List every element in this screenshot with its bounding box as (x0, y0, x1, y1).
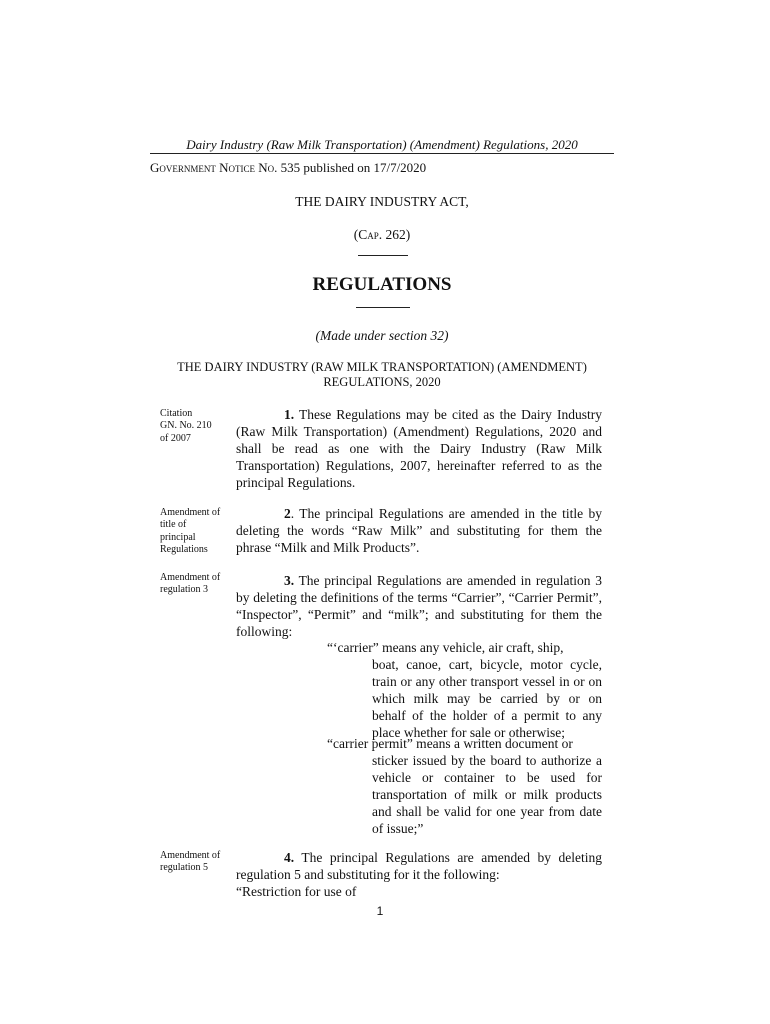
margin-note-line: regulation 5 (160, 862, 209, 874)
margin-note-line: principal (160, 531, 196, 543)
margin-note-line: Amendment of (160, 507, 221, 518)
regulations-title-line: REGULATIONS, 2020 (323, 375, 441, 389)
section-1 (236, 406, 602, 491)
section-text: These Regulations may be cited as the Dairy Industry (Raw Milk Transportation) (Amendment) Regulations, 2020 and shall be read as one with the Dairy Industry (Raw Milk Transportation) Regulations, 2007, hereinafter referred to as the principal Regulations. (236, 407, 602, 490)
margin-note-line: regulation 3 (160, 584, 209, 596)
margin-note-line: title of (160, 519, 187, 531)
margin-note-line: Amendment of (160, 572, 221, 583)
section-4 (236, 849, 602, 900)
section-number: 4. (284, 850, 295, 865)
definition-carrier (327, 639, 602, 741)
regulations-title (150, 360, 614, 390)
margin-note-line: GN. No. 210 (160, 420, 212, 432)
divider-rule (356, 307, 410, 308)
government-notice (150, 160, 426, 176)
definition-body: boat, canoe, cart, bicycle, motor cycle, train or any other transport vessel in or on which milk may be carried by or on behalf of the holder of a permit to any place whether for sale or otherwise; (372, 657, 602, 740)
margin-note-line: Regulations (160, 544, 208, 556)
section-3 (236, 572, 602, 640)
margin-note-title-amendment (160, 507, 230, 557)
chapter-number: 262) (382, 227, 411, 242)
margin-note-citation (160, 408, 230, 445)
chapter-prefix: (Cap. (353, 227, 383, 242)
margin-note-regulation-5 (160, 850, 230, 875)
definition-first-line: “‘carrier” means any vehicle, air craft, ship, (327, 640, 564, 655)
made-under-note: (Made under section 32) (315, 328, 449, 343)
page-number: 1 (376, 904, 384, 918)
definition-first-line: “carrier permit” means a written document or (327, 736, 573, 751)
definition-carrier-permit (327, 735, 602, 837)
government-notice-prefix: Government Notice No. (150, 160, 278, 175)
government-notice-text: 535 published on 17/7/2020 (277, 160, 427, 175)
act-title: THE DAIRY INDUSTRY ACT, (295, 194, 469, 209)
margin-note-line: Citation (160, 408, 193, 419)
section-text: . The principal Regulations are amended in the title by deleting the words “Raw Milk” and substituting for them the phrase “Milk and Milk Products”. (236, 506, 602, 555)
margin-note-line: Amendment of (160, 850, 221, 861)
running-head: Dairy Industry (Raw Milk Transportation) (Amendment) Regulations, 2020 (186, 137, 578, 152)
chapter-reference (150, 227, 614, 243)
section-text: The principal Regulations are amended in regulation 3 by deleting the definitions of the terms “Carrier”, “Carrier Permit”, “Inspector”, “Permit” and “milk”; and substituting for them the following: (236, 573, 602, 639)
definition-body: sticker issued by the board to authorize a vehicle or container to be used for transportation of milk or milk products and shall be valid for one year from date of issue;” (372, 753, 602, 836)
section-number: 3. (284, 573, 295, 588)
section-text: The principal Regulations are amended by deleting regulation 5 and substituting for it the following: (236, 850, 602, 882)
header-rule (150, 153, 614, 154)
regulations-title-line: THE DAIRY INDUSTRY (RAW MILK TRANSPORTATION) (AMENDMENT) (177, 360, 587, 374)
divider-rule (358, 255, 408, 256)
section-2 (236, 505, 602, 556)
margin-note-line: of 2007 (160, 432, 191, 444)
continuation-text: “Restriction for use of (236, 884, 357, 899)
margin-note-regulation-3 (160, 572, 230, 597)
section-number: 2 (284, 506, 291, 521)
section-number: 1. (284, 407, 295, 422)
regulations-heading: REGULATIONS (312, 274, 452, 295)
